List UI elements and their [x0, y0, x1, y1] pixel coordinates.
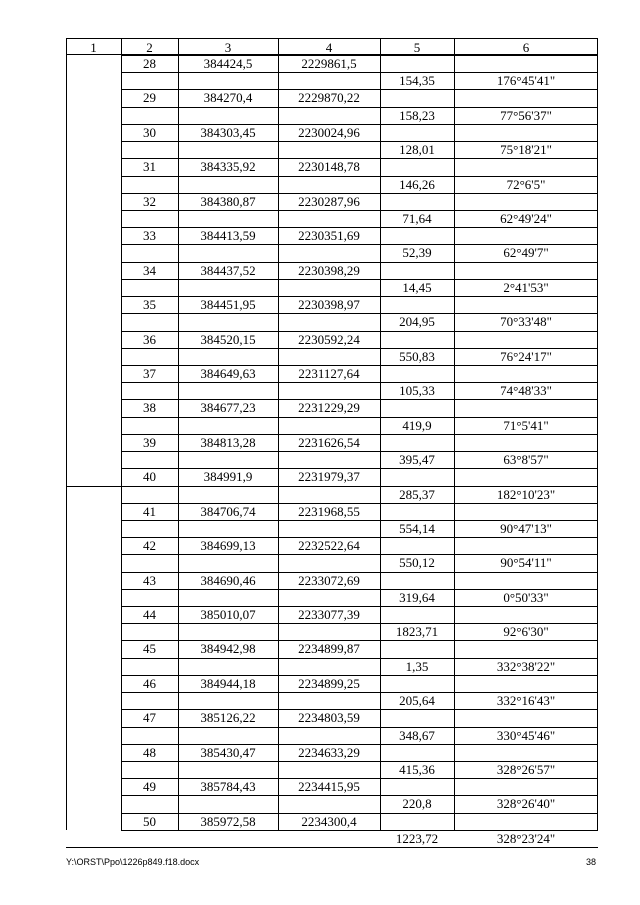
coord-x: 384303,45: [200, 125, 256, 140]
segment-distance: 319,64: [399, 590, 435, 605]
segment-angle: 330°45'46": [496, 728, 556, 743]
point-number: 35: [143, 297, 156, 312]
segment-angle: 328°26'57": [496, 762, 556, 777]
segment-distance: 105,33: [399, 383, 435, 398]
coord-y: 2230024,96: [298, 125, 360, 140]
segment-distance: 158,23: [399, 108, 435, 123]
coord-x: 384677,23: [200, 400, 256, 415]
segment-angle: 71°5'41": [503, 418, 549, 433]
coord-y: 2234300,4: [301, 814, 357, 829]
segment-angle: 72°6'5": [506, 177, 546, 192]
segment-angle: 90°47'13": [500, 521, 552, 536]
segment-distance: 419,9: [402, 418, 432, 433]
coord-x: 384424,5: [203, 56, 253, 71]
coord-y: 2230592,24: [298, 332, 360, 347]
segment-angle: 332°38'22": [496, 659, 556, 674]
coord-y: 2231229,29: [298, 400, 360, 415]
table-row-line: [66, 847, 598, 848]
header-col-6: 6: [522, 40, 530, 55]
coord-y: 2234633,29: [298, 745, 360, 760]
segment-angle: 76°24'17": [500, 349, 552, 364]
coord-x: 384699,13: [200, 538, 256, 553]
point-number: 39: [143, 435, 156, 450]
coord-x: 384991,9: [203, 469, 253, 484]
point-number: 34: [143, 263, 156, 278]
segment-angle: 0°50'33": [503, 590, 549, 605]
point-number: 43: [143, 573, 156, 588]
header-col-3: 3: [224, 40, 232, 55]
point-number: 38: [143, 400, 156, 415]
coord-y: 2229861,5: [301, 56, 357, 71]
coord-y: 2231979,37: [298, 469, 360, 484]
segment-distance: 285,37: [399, 487, 435, 502]
segment-angle: 328°26'40": [496, 796, 556, 811]
header-col-2: 2: [146, 40, 153, 55]
segment-distance: 154,35: [399, 73, 435, 88]
point-number: 50: [143, 814, 156, 829]
segment-distance: 1,35: [405, 659, 429, 674]
coord-y: 2230287,96: [298, 194, 360, 209]
coordinates-table: [66, 38, 598, 846]
segment-distance: 204,95: [399, 314, 435, 329]
header-col-5: 5: [413, 40, 421, 55]
table-header-row: [66, 38, 598, 55]
point-number: 33: [143, 228, 156, 243]
segment-distance: 146,26: [399, 177, 435, 192]
coord-x: 384649,63: [200, 366, 256, 381]
coord-y: 2231127,64: [298, 366, 360, 381]
point-number: 30: [143, 125, 156, 140]
coord-y: 2230398,29: [298, 263, 360, 278]
segment-distance: 348,67: [399, 728, 435, 743]
coord-x: 384413,59: [200, 228, 256, 243]
segment-distance: 550,12: [399, 555, 435, 570]
coord-y: 2230351,69: [298, 228, 360, 243]
coord-y: 2234803,59: [298, 710, 360, 725]
coord-x: 384451,95: [200, 297, 256, 312]
segment-distance: 71,64: [402, 211, 432, 226]
coord-x: 384380,87: [200, 194, 256, 209]
coord-x: 384335,92: [200, 159, 256, 174]
segment-angle: 2°41'53": [503, 280, 549, 295]
coord-x: 384813,28: [200, 435, 256, 450]
segment-angle: 70°33'48": [500, 314, 552, 329]
segment-distance: 220,8: [402, 796, 432, 811]
segment-distance: 205,64: [399, 693, 435, 708]
segment-distance: 1223,72: [395, 831, 439, 846]
segment-angle: 90°54'11": [500, 555, 552, 570]
coord-x: 385784,43: [200, 779, 256, 794]
point-number: 42: [143, 538, 156, 553]
segment-angle: 75°18'21": [500, 142, 552, 157]
coord-x: 384437,52: [200, 263, 256, 278]
footer-file-path: Y:\ORST\Ppo\1226p849.f18.docx: [66, 857, 200, 867]
point-number: 41: [143, 504, 156, 519]
segment-angle: 328°23'24": [496, 831, 556, 846]
coord-x: 384944,18: [200, 676, 256, 691]
segment-angle: 62°49'24": [500, 211, 552, 226]
coord-y: 2234899,87: [298, 641, 360, 656]
coord-x: 384520,15: [200, 332, 256, 347]
header-col-1: 1: [90, 40, 97, 55]
point-number: 40: [143, 469, 156, 484]
point-number: 48: [143, 745, 156, 760]
segment-angle: 92°6'30": [503, 624, 549, 639]
coord-y: 2233077,39: [298, 607, 360, 622]
point-number: 28: [143, 56, 156, 71]
segment-distance: 128,01: [399, 142, 435, 157]
coord-x: 384270,4: [203, 90, 253, 105]
segment-distance: 395,47: [399, 452, 435, 467]
point-number: 49: [143, 779, 156, 794]
coord-x: 384690,46: [200, 573, 256, 588]
coord-y: 2230148,78: [298, 159, 360, 174]
coord-y: 2234899,25: [298, 676, 360, 691]
coord-x: 385430,47: [200, 745, 256, 760]
coord-y: 2233072,69: [298, 573, 360, 588]
segment-angle: 182°10'23": [496, 487, 556, 502]
point-number: 47: [143, 710, 156, 725]
segment-angle: 332°16'43": [496, 693, 556, 708]
coord-y: 2231968,55: [298, 504, 360, 519]
coord-x: 384706,74: [200, 504, 256, 519]
segment-distance: 550,83: [399, 349, 435, 364]
point-number: 44: [143, 607, 156, 622]
point-number: 45: [143, 641, 156, 656]
header-col-4: 4: [325, 40, 333, 55]
coord-y: 2230398,97: [298, 297, 360, 312]
point-number: 46: [143, 676, 156, 691]
footer-page-number: 38: [586, 857, 597, 867]
table-column-line: [66, 38, 67, 830]
coord-y: 2232522,64: [298, 538, 360, 553]
segment-angle: 176°45'41": [496, 73, 556, 88]
point-number: 37: [143, 366, 156, 381]
coord-y: 2229870,22: [298, 90, 360, 105]
segment-distance: 14,45: [402, 280, 432, 295]
segment-distance: 52,39: [402, 245, 432, 260]
point-number: 31: [143, 159, 156, 174]
segment-distance: 415,36: [399, 762, 435, 777]
segment-angle: 62°49'7": [503, 245, 549, 260]
coord-x: 385010,07: [200, 607, 256, 622]
segment-angle: 74°48'33": [500, 383, 552, 398]
coord-x: 385972,58: [200, 814, 256, 829]
point-number: 32: [143, 194, 156, 209]
point-number: 29: [143, 90, 156, 105]
segment-distance: 1823,71: [395, 624, 439, 639]
segment-angle: 77°56'37": [500, 108, 552, 123]
coord-x: 385126,22: [200, 710, 256, 725]
coord-x: 384942,98: [200, 641, 256, 656]
coord-y: 2231626,54: [298, 435, 360, 450]
point-number: 36: [143, 332, 156, 347]
coord-y: 2234415,95: [298, 779, 360, 794]
segment-angle: 63°8'57": [503, 452, 549, 467]
segment-distance: 554,14: [399, 521, 435, 536]
